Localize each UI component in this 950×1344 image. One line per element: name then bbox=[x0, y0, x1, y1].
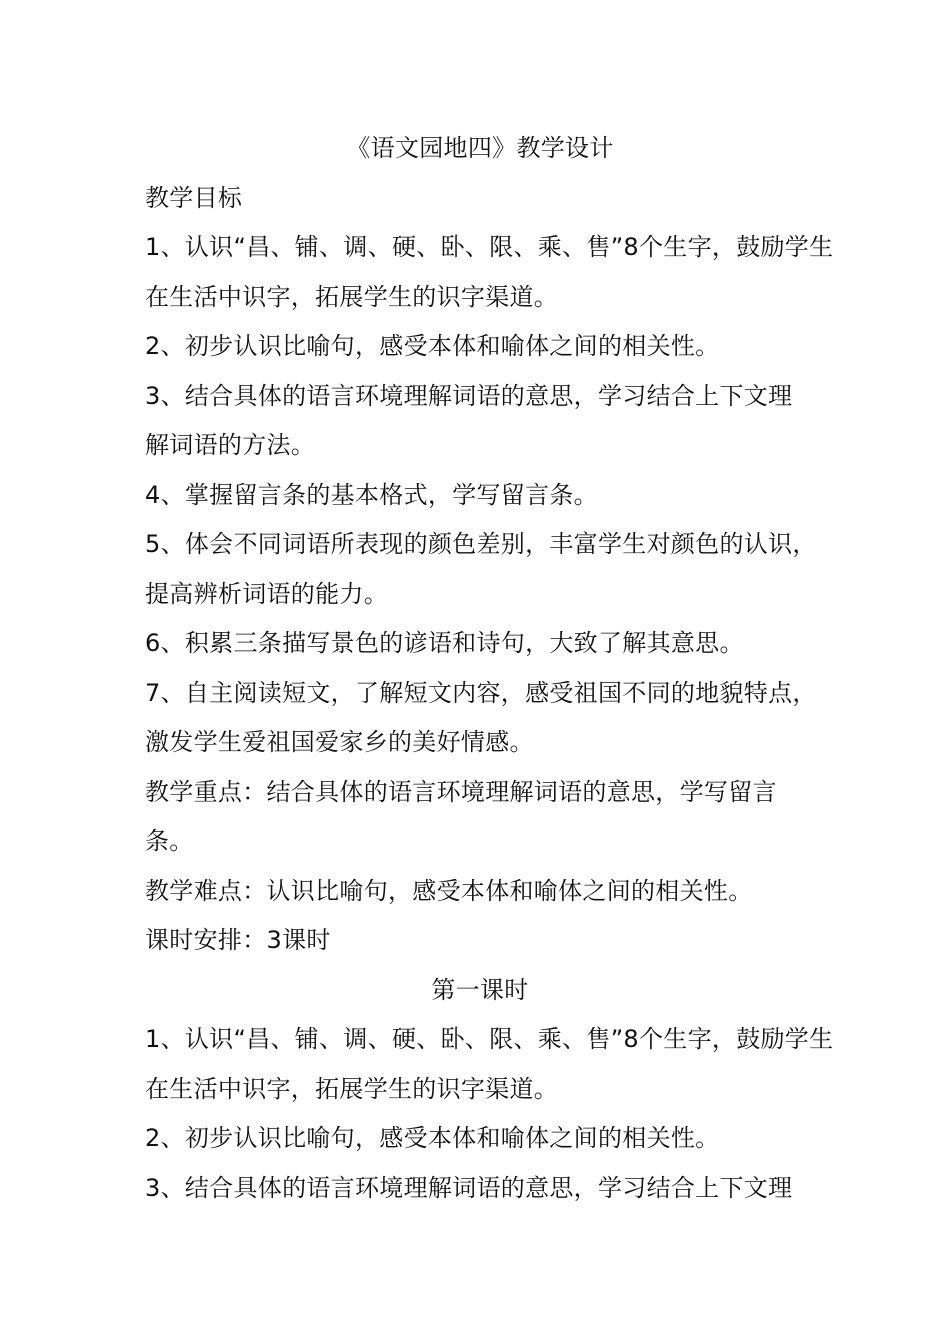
document-page bbox=[145, 124, 834, 1213]
difficulty-line: 教学难点：认识比喻句，感受本体和喻体之间的相关性。 bbox=[145, 876, 753, 905]
lesson-line: 在生活中识字，拓展学生的识字渠道。 bbox=[145, 1074, 559, 1103]
document-title: 《语文园地四》教学设计 bbox=[346, 134, 614, 162]
key-points-line: 教学重点：结合具体的语言环境理解词语的意思，学写留言 bbox=[145, 777, 777, 806]
objective-line: 1、认识“昌、铺、调、硬、卧、限、乘、售”8个生字，鼓励学生 bbox=[145, 233, 834, 261]
lesson-line: 3、结合具体的语言环境理解词语的意思，学习结合上下文理 bbox=[145, 1173, 793, 1202]
lesson-heading: 第一课时 bbox=[431, 975, 529, 1004]
lesson-line: 2、初步认识比喻句，感受本体和喻体之间的相关性。 bbox=[145, 1124, 720, 1152]
schedule-line: 课时安排：3课时 bbox=[145, 926, 331, 954]
objectives-heading: 教学目标 bbox=[145, 183, 243, 212]
objective-line: 激发学生爱祖国爱家乡的美好情感。 bbox=[145, 728, 534, 756]
key-points-line: 条。 bbox=[145, 827, 194, 855]
objective-line: 解词语的方法。 bbox=[145, 431, 316, 459]
objective-line: 6、积累三条描写景色的谚语和诗句，大致了解其意思。 bbox=[145, 629, 744, 657]
objective-line: 3、结合具体的语言环境理解词语的意思，学习结合上下文理 bbox=[145, 381, 793, 410]
objective-line: 7、自主阅读短文，了解短文内容，感受祖国不同的地貌特点， bbox=[145, 678, 817, 707]
objective-line: 提高辨析词语的能力。 bbox=[145, 579, 388, 608]
objective-line: 在生活中识字，拓展学生的识字渠道。 bbox=[145, 282, 559, 311]
lesson-line: 1、认识“昌、铺、调、硬、卧、限、乘、售”8个生字，鼓励学生 bbox=[145, 1025, 834, 1053]
objective-line: 5、体会不同词语所表现的颜色差别，丰富学生对颜色的认识， bbox=[145, 530, 817, 558]
objective-line: 2、初步认识比喻句，感受本体和喻体之间的相关性。 bbox=[145, 332, 720, 360]
objective-line: 4、掌握留言条的基本格式，学写留言条。 bbox=[145, 480, 598, 509]
